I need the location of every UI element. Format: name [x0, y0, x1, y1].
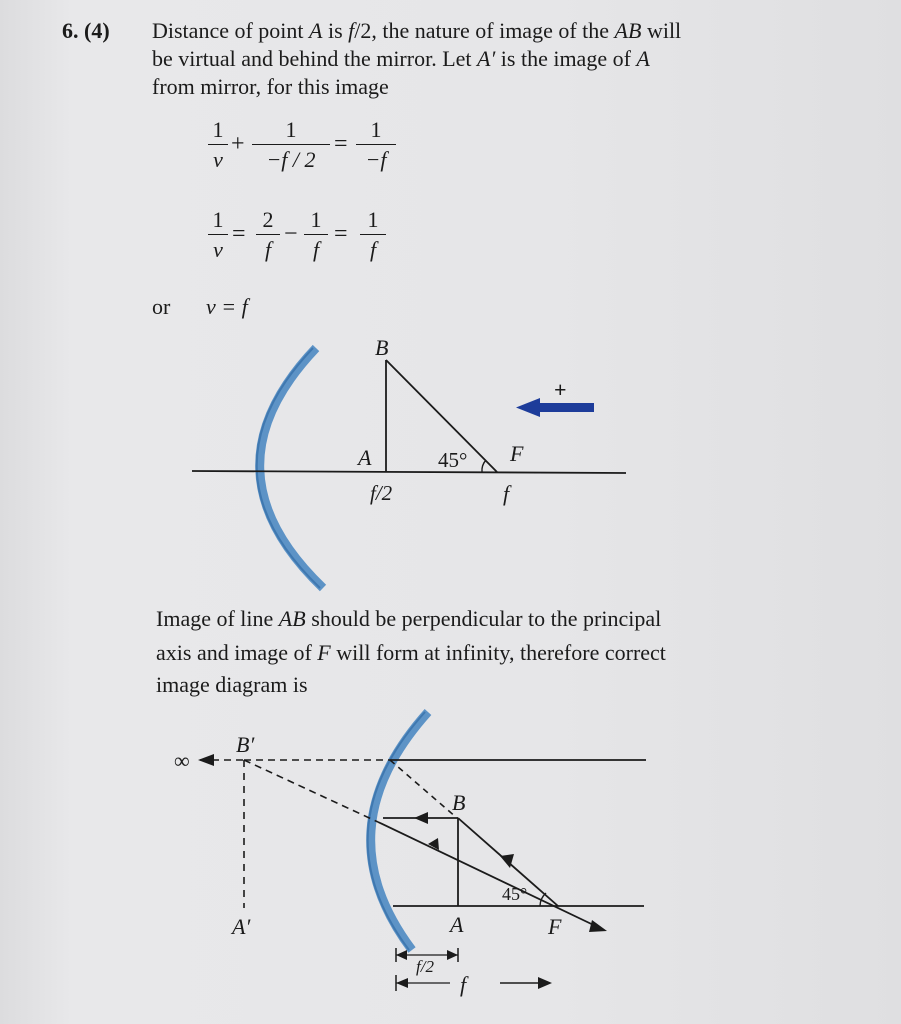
paragraph-line-2: axis and image of F will form at infinity, therefore correct — [156, 640, 666, 665]
ray-through-F — [378, 822, 604, 930]
label-A: A — [358, 445, 372, 470]
label-B-prime: B′ — [236, 732, 255, 757]
label-F-2: F — [548, 914, 562, 939]
dim-half-arrow-left — [396, 950, 407, 960]
eq2-frac-1: 1 v — [208, 208, 228, 262]
eq1-frac-1: 1 v — [208, 118, 228, 172]
eq3-result: v = f — [206, 294, 248, 319]
answer-option: (4) — [84, 18, 110, 43]
eq2-frac-2: 2 f — [256, 208, 280, 262]
eq2-frac-4: 1 f — [360, 208, 386, 262]
eq1-frac-3: 1 −f — [356, 118, 396, 172]
label-F: F — [510, 441, 524, 466]
paragraph-line-3: image diagram is — [156, 672, 308, 697]
label-angle-45: 45° — [438, 448, 468, 472]
label-f: f — [503, 481, 510, 506]
infinity-arrowhead — [198, 754, 214, 766]
arrow-parallel-ray — [414, 812, 428, 824]
label-B: B — [375, 335, 389, 360]
label-infinity: ∞ — [174, 748, 190, 773]
concave-mirror-2 — [371, 712, 428, 950]
problem-line-2: be virtual and behind the mirror. Let A′ is the image of A — [152, 46, 650, 71]
label-plus-sign: + — [554, 377, 567, 402]
label-f-2: f — [460, 972, 467, 997]
label-B-2: B — [452, 790, 466, 815]
problem-line-3: from mirror, for this image — [152, 74, 389, 99]
dim-f-arrow-right — [538, 977, 552, 989]
dashed-virtual-ray — [244, 760, 378, 822]
eq2-minus: − — [284, 221, 298, 247]
eq1-frac-2: 1 −f / 2 — [252, 118, 330, 172]
label-f-half-2: f/2 — [416, 957, 434, 976]
problem-number: 6. (4) — [62, 18, 110, 43]
arrow-through-F — [589, 920, 607, 932]
dashed-ray-to-B — [390, 760, 457, 818]
dim-half-arrow-right — [447, 950, 458, 960]
eq2-equals-1: = — [232, 221, 246, 247]
dim-f-arrow-left — [396, 978, 408, 988]
eq2-equals-2: = — [334, 221, 348, 247]
eq2-frac-3: 1 f — [304, 208, 328, 262]
label-f-half: f/2 — [370, 481, 393, 505]
paragraph-line-1: Image of line AB should be perpendicular to the principal — [156, 606, 662, 631]
label-A-2: A — [450, 912, 464, 937]
label-angle-45-2: 45° — [502, 884, 528, 904]
problem-line-1: Distance of point A is f/2, the nature of image of the AB will — [152, 18, 682, 43]
eq3-or: or — [152, 294, 171, 319]
eq1-equals: = — [334, 131, 348, 157]
label-A-prime: A′ — [232, 914, 251, 939]
eq1-plus: + — [231, 131, 245, 157]
